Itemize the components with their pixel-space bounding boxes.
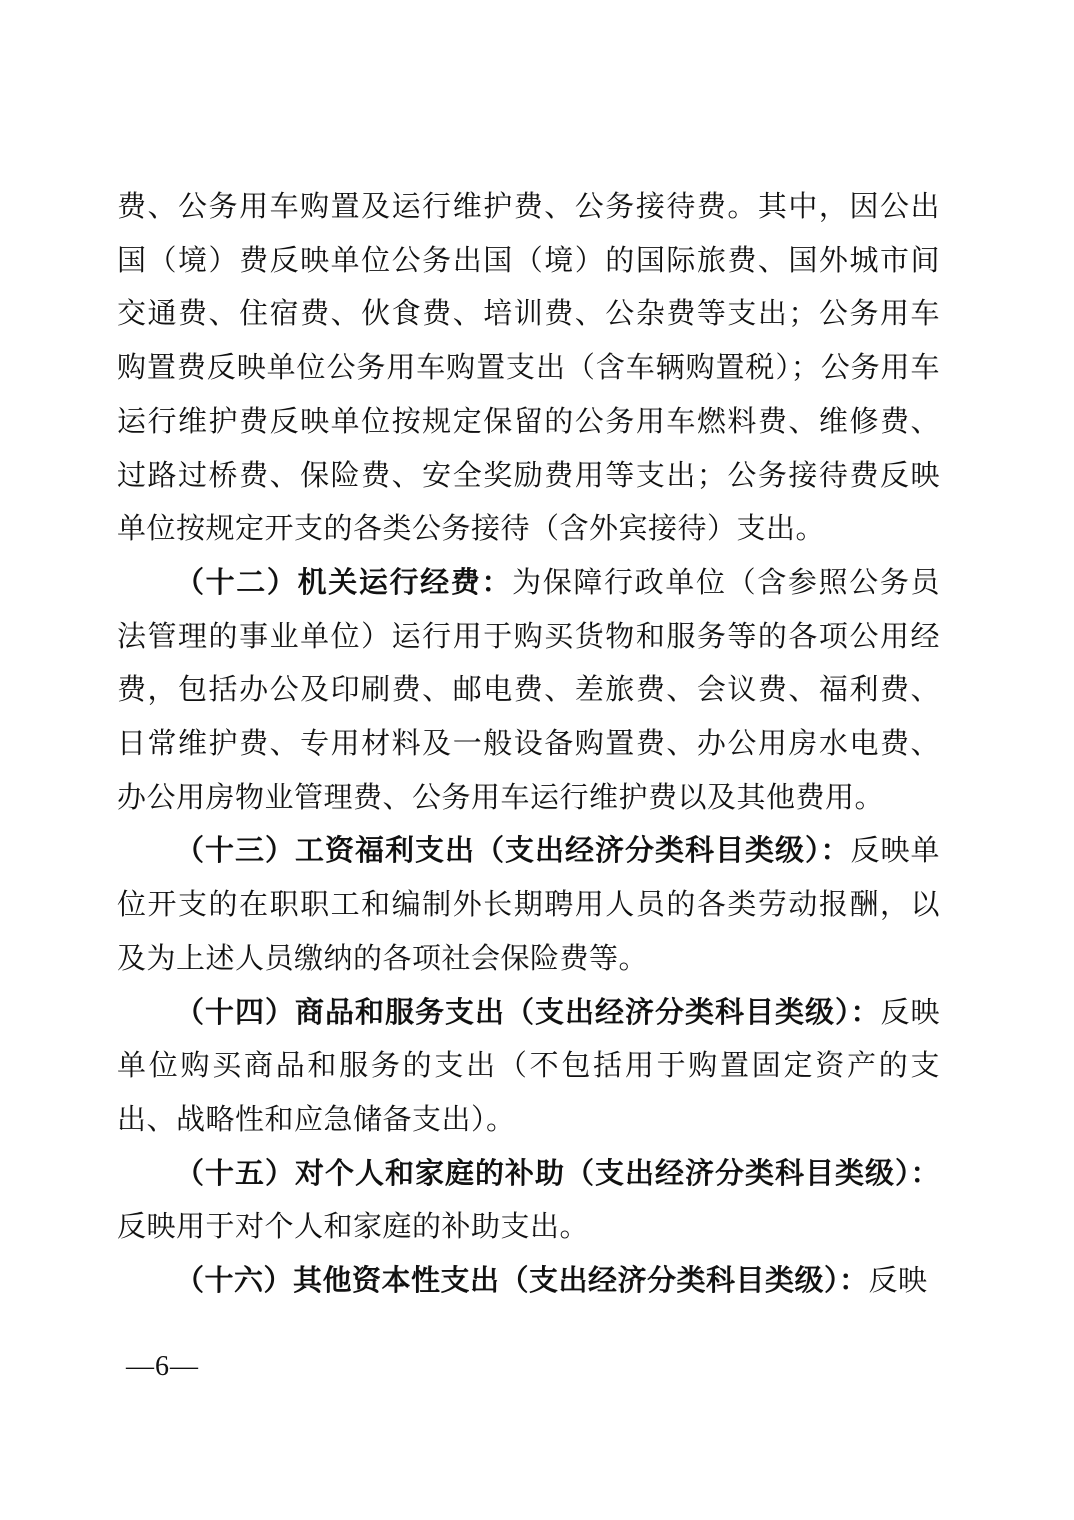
paragraph-item-14 <box>117 987 940 1148</box>
paragraph-item-16 <box>117 1255 940 1309</box>
paragraph-text: 反映单位开支的在职职工和编制外长期聘用人员的各类劳动报酬，以及为上述人员缴纳的各项社会保险费等。 <box>117 835 940 975</box>
paragraph-lead: （十三）工资福利支出（支出经济分类科目类级）： <box>175 835 851 868</box>
paragraph-text: 为保障行政单位（含参照公务员法管理的事业单位）运行用于购买货物和服务等的各项公用经费，包括办公及印刷费、邮电费、差旅费、会议费、福利费、日常维护费、专用材料及一般设备购置费、办公用房水电费、办公用房物业管理费、公务用车运行维护费以及其他费用。 <box>117 566 940 814</box>
paragraph-item-12 <box>117 557 940 826</box>
paragraph-item-13 <box>117 825 940 986</box>
paragraph-text: 反映单位购买商品和服务的支出（不包括用于购置固定资产的支出、战略性和应急储备支出）。 <box>117 996 940 1136</box>
paragraph-lead: （十二）机关运行经费： <box>175 566 513 599</box>
document-body <box>117 181 940 1309</box>
paragraph-lead: （十五）对个人和家庭的补助（支出经济分类科目类级）： <box>175 1157 940 1190</box>
page-number: —6— <box>126 1351 199 1382</box>
paragraph-continuation <box>117 181 940 557</box>
paragraph-text: 反映用于对个人和家庭的补助支出。 <box>117 1211 590 1244</box>
paragraph-text: 费、公务用车购置及运行维护费、公务接待费。其中，因公出国（境）费反映单位公务出国（境）的国际旅费、国外城市间交通费、住宿费、伙食费、培训费、公杂费等支出；公务用车购置费反映单位公务用车购置支出（含车辆购置税）；公务用车运行维护费反映单位按规定保留的公务用车燃料费、维修费、过路过桥费、保险费、安全奖励费用等支出；公务接待费反映单位按规定开支的各类公务接待（含外宾接待）支出。 <box>117 191 940 546</box>
paragraph-item-15 <box>117 1148 940 1255</box>
paragraph-text: 反映 <box>868 1265 928 1298</box>
paragraph-lead: （十六）其他资本性支出（支出经济分类科目类级）： <box>175 1265 869 1298</box>
paragraph-lead: （十四）商品和服务支出（支出经济分类科目类级）： <box>175 996 881 1029</box>
